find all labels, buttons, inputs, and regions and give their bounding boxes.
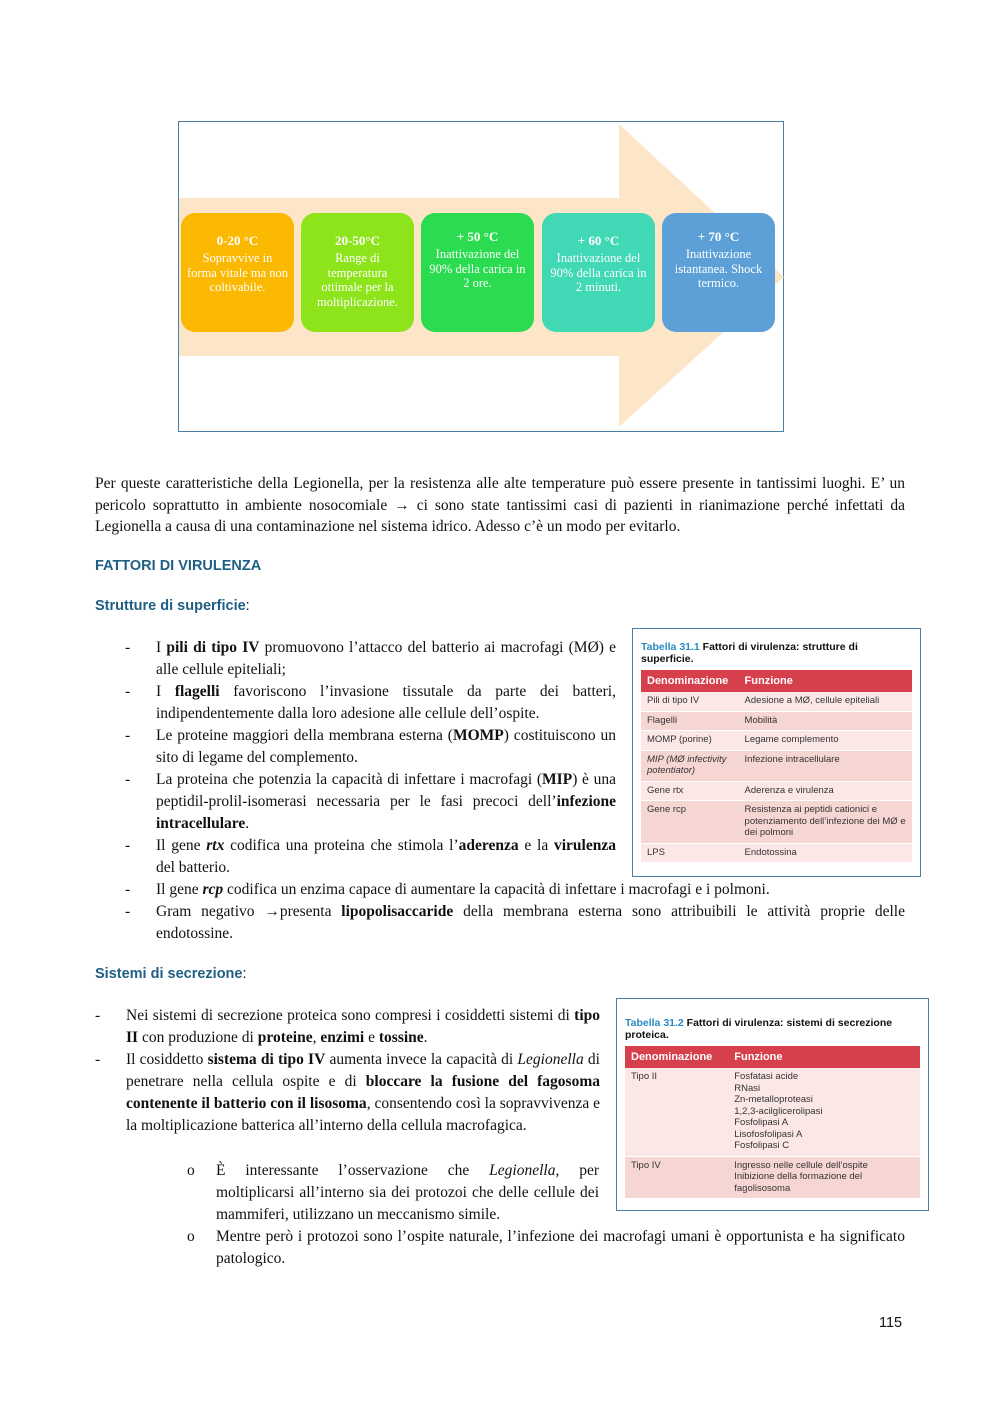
table-cell: LPS	[641, 843, 739, 863]
table-cell: Tipo II	[625, 1068, 728, 1156]
stage-desc: Range di temperatura ottimale per la moltiplicazione.	[317, 251, 398, 309]
list-item	[125, 901, 905, 945]
subtitle-secretion	[95, 966, 247, 982]
table-cell: MOMP (porine)	[641, 731, 739, 751]
dash-marker: -	[125, 727, 131, 744]
subtitle-colon: :	[245, 598, 250, 614]
bullet-text: I flagelli favoriscono l’invasione tissutale da parte dei batteri, indipendentemente dalla loro adesione alle cellule dell’ospite.	[156, 683, 616, 722]
subtitle-colon: :	[242, 966, 247, 982]
stage-desc: Inattivazione del 90% della carica in 2 minuti.	[550, 251, 647, 294]
table-caption-number: Tabella 31.1	[641, 641, 700, 653]
list-item	[125, 637, 616, 681]
stage-box	[421, 213, 534, 332]
bullet-text: Gram negativo →presenta lipopolisaccaride della membrana esterna sono attribuibili le attività proprie delle endotossine.	[156, 903, 905, 942]
stage-box	[662, 213, 775, 332]
table-cell: Legame complemento	[739, 731, 912, 751]
dash-marker: -	[125, 683, 131, 700]
table-cell: Pili di tipo IV	[641, 692, 739, 711]
table-row	[641, 750, 912, 781]
dash-marker: -	[125, 903, 131, 920]
table-cell: Gene rcp	[641, 801, 739, 844]
stage-title: + 70 °C	[697, 229, 740, 244]
dash-marker: -	[125, 771, 131, 788]
list-item	[125, 681, 616, 725]
table-caption-number: Tabella 31.2	[625, 1017, 684, 1029]
column-header: Funzione	[739, 670, 912, 692]
list-item	[95, 1005, 600, 1049]
table-row	[625, 1156, 920, 1199]
circle-marker: o	[187, 1162, 195, 1179]
table-cell: Resistenza ai peptidi cationici e potenziamento dell’infezione dei MØ e dei polmoni	[739, 801, 912, 844]
stage-box	[181, 213, 294, 332]
table-caption-text: Fattori di virulenza: strutture di superficie.	[641, 641, 858, 665]
stage-title: 0-20 °C	[216, 233, 259, 248]
dash-marker: -	[95, 1007, 101, 1024]
list-item	[125, 835, 616, 879]
stage-desc: Sopravvive in forma vitale ma non coltivabile.	[187, 251, 289, 294]
stage-desc: Inattivazione del 90% della carica in 2 ore.	[429, 247, 526, 290]
bullet-text: Le proteine maggiori della membrana esterna (MOMP) costituiscono un sito di legame del complemento.	[156, 727, 616, 766]
list-item	[187, 1160, 599, 1226]
table-caption	[625, 1017, 920, 1041]
bullet-text: È interessante l’osservazione che Legionella, per moltiplicarsi all’interno sia dei protozoi che delle cellule dei mammiferi, utilizzano un meccanismo simile.	[216, 1162, 599, 1223]
dash-marker: -	[125, 881, 131, 898]
intro-paragraph: Per queste caratteristiche della Legionella, per la resistenza alle alte temperature può essere presente in tantissimi luoghi. E’ un pericolo soprattutto in ambiente nosocomiale → ci sono state tantissimi casi di pazienti in rianimazione perché infettati da Legionella a causa di una contaminazione nel sistema idrico. Adesso c’è un modo per evitarlo.	[95, 475, 905, 535]
table-cell: Flagelli	[641, 711, 739, 731]
list-item	[95, 1049, 600, 1137]
table-cell: Ingresso nelle cellule dell’ospite Inibizione della formazione del fagolisosoma	[728, 1156, 920, 1199]
table-cell: Tipo IV	[625, 1156, 728, 1199]
section-title: FATTORI DI VIRULENZA	[95, 558, 262, 574]
table-cell: Gene rtx	[641, 781, 739, 801]
subtitle-text: Strutture di superficie	[95, 598, 246, 614]
subtitle-text: Sistemi di secrezione	[95, 966, 243, 982]
table-cell: Fosfatasi acide RNasi Zn-metalloproteasi 1,2,3-acilglicerolipasi Fosfolipasi A Lisofosfolipasi A Fosfolipasi C	[728, 1068, 920, 1156]
table-cell: Infezione intracellulare	[739, 750, 912, 781]
bullet-text: I pili di tipo IV promuovono l’attacco del batterio ai macrofagi (MØ) e alle cellule epiteliali;	[156, 639, 616, 678]
table-row	[641, 731, 912, 751]
table-row	[641, 711, 912, 731]
stage-title: + 60 °C	[577, 233, 620, 248]
column-header: Denominazione	[625, 1046, 728, 1068]
bullet-text: Nei sistemi di secrezione proteica sono compresi i cosiddetti sistemi di tipo II con produzione di proteine, enzimi e tossine.	[126, 1007, 600, 1046]
data-table	[641, 670, 912, 863]
column-header: Denominazione	[641, 670, 739, 692]
table-secretion-systems	[616, 998, 929, 1211]
list-item	[125, 769, 616, 835]
table-cell: Adesione a MØ, cellule epiteliali	[739, 692, 912, 711]
stage-title: 20-50°C	[335, 233, 380, 248]
table-cell: Aderenza e virulenza	[739, 781, 912, 801]
table-cell: MIP (MØ infectivity potentiator)	[641, 750, 739, 781]
stage-box	[542, 213, 655, 332]
stage-title: + 50 °C	[456, 229, 499, 244]
table-surface-structures	[632, 628, 921, 877]
dash-marker: -	[125, 639, 131, 656]
dash-marker: -	[95, 1051, 101, 1068]
circle-marker: o	[187, 1228, 195, 1245]
table-caption-text: Fattori di virulenza: sistemi di secrezione proteica.	[625, 1017, 893, 1041]
data-table	[625, 1046, 920, 1199]
table-row	[625, 1068, 920, 1156]
bullet-text: Il gene rcp codifica un enzima capace di aumentare la capacità di infettare i macrofagi e i polmoni.	[156, 881, 770, 898]
bullet-text: Il gene rtx codifica una proteina che stimola l’aderenza e la virulenza del batterio.	[156, 837, 616, 876]
table-row	[641, 801, 912, 844]
table-row	[641, 843, 912, 863]
page-number: 115	[879, 1315, 903, 1331]
dash-marker: -	[125, 837, 131, 854]
subtitle-surface	[95, 598, 250, 614]
table-caption	[641, 641, 912, 665]
table-row	[641, 692, 912, 711]
list-item	[125, 879, 905, 901]
stage-desc: Inattivazione istantanea. Shock termico.	[674, 247, 763, 290]
bullet-text: Mentre però i protozoi sono l’ospite naturale, l’infezione dei macrofagi umani è opportunista e ha significato patologico.	[216, 1228, 905, 1267]
table-cell: Endotossina	[739, 843, 912, 863]
secretion-bullets	[95, 1005, 600, 1137]
bullet-text: Il cosiddetto sistema di tipo IV aumenta invece la capacità di Legionella di penetrare nella cellula ospite e di bloccare la fusione del fagosoma contenente il batterio con il lisosoma, consentendo così la sopravvivenza e la moltiplicazione batterica all’interno della cellula macrofagica.	[126, 1051, 600, 1134]
list-item	[125, 725, 616, 769]
temperature-diagram	[178, 121, 784, 432]
bullet-text: La proteina che potenzia la capacità di infettare i macrofagi (MIP) è una peptidil-prolil-isomerasi necessaria per le fasi precoci dell’infezione intracellulare.	[156, 771, 617, 832]
table-cell: Mobilità	[739, 711, 912, 731]
table-row	[641, 781, 912, 801]
list-item	[187, 1226, 905, 1270]
column-header: Funzione	[728, 1046, 920, 1068]
stage-box	[301, 213, 414, 332]
